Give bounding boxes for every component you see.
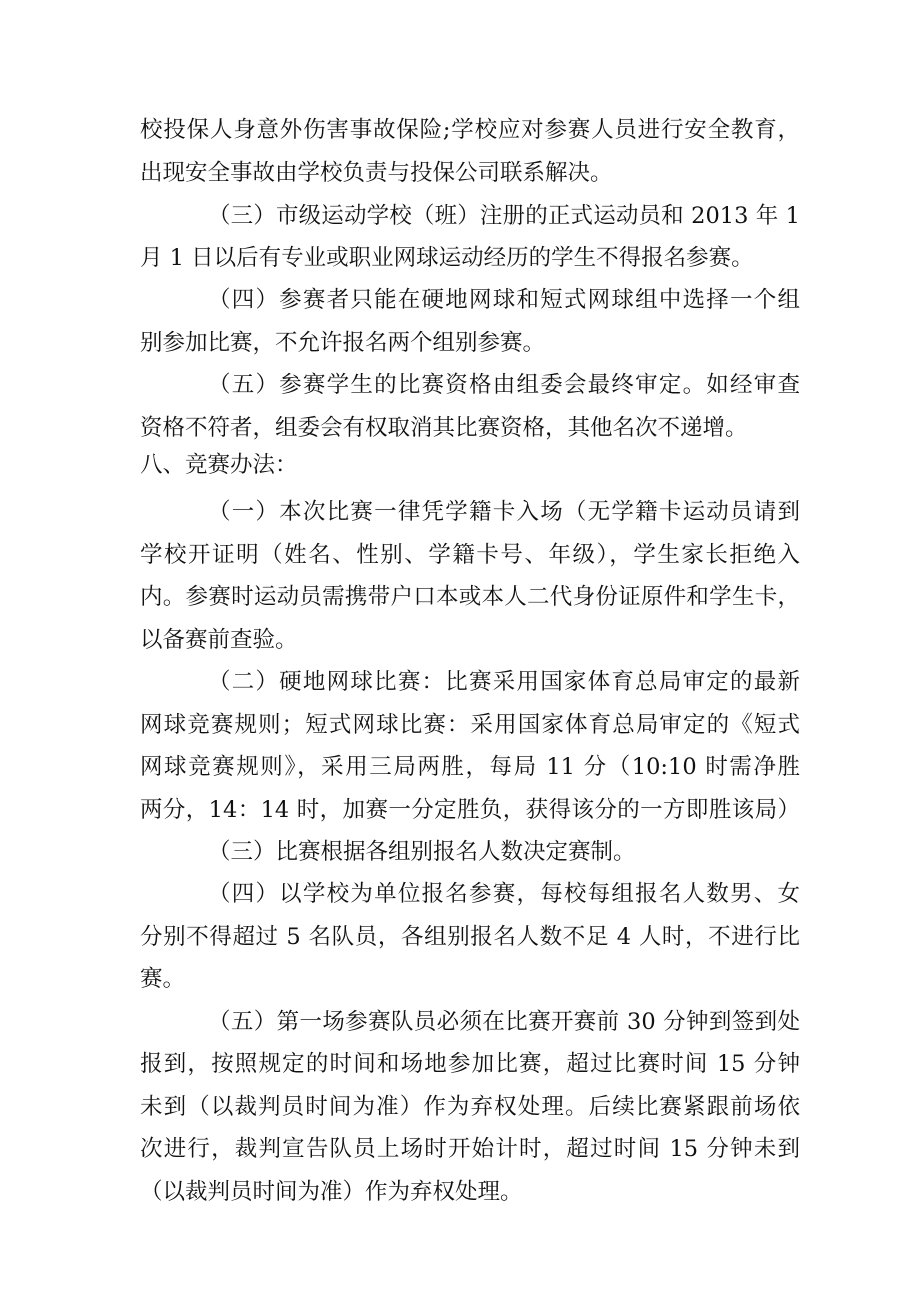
text-line: （四）以学校为单位报名参赛，每校每组报名人数男、女 (208, 881, 800, 907)
text-line: （三）比赛根据各组别报名人数决定赛制。 (208, 839, 636, 865)
text-line: 内。参赛时运动员需携带户口本或本人二代身份证原件和学生卡， (140, 584, 800, 610)
text-line: 月 1 日以后有专业或职业网球运动经历的学生不得报名参赛。 (140, 245, 754, 271)
section-heading: 八、竞赛办法： (140, 452, 298, 478)
text-line: 别参加比赛，不允许报名两个组别参赛。 (140, 330, 546, 356)
text-line: 学校开证明（姓名、性别、学籍卡号、年级），学生家长拒绝入 (140, 542, 800, 568)
text-line: （四）参赛者只能在硬地网球和短式网球组中选择一个组 (208, 287, 800, 313)
text-line: 分别不得超过 5 名队员，各组别报名人数不足 4 人时，不进行比 (140, 924, 800, 950)
text-line: （一）本次比赛一律凭学籍卡入场（无学籍卡运动员请到 (208, 499, 800, 525)
text-line: （五）第一场参赛队员必须在比赛开赛前 30 分钟到签到处 (208, 1009, 800, 1035)
text-line: 两分，14：14 时，加赛一分定胜负，获得该分的一方即胜该局） (140, 797, 800, 823)
text-line: 出现安全事故由学校负责与投保公司联系解决。 (140, 160, 613, 186)
text-line: 未到（以裁判员时间为准）作为弃权处理。后续比赛紧跟前场依 (140, 1094, 800, 1120)
text-line: 报到，按照规定的时间和场地参加比赛，超过比赛时间 15 分钟 (140, 1051, 800, 1077)
text-line: 赛。 (140, 966, 186, 992)
text-line: 网球竞赛规则》，采用三局两胜，每局 11 分（10:10 时需净胜 (140, 754, 800, 780)
text-line: （五）参赛学生的比赛资格由组委会最终审定。如经审查 (208, 372, 800, 398)
text-line: 以备赛前查验。 (140, 627, 298, 653)
text-line: 校投保人身意外伤害事故保险;学校应对参赛人员进行安全教育， (140, 117, 800, 143)
text-line: 网球竞赛规则；短式网球比赛：采用国家体育总局审定的《短式 (140, 712, 800, 738)
text-line: （三）市级运动学校（班）注册的正式运动员和 2013 年 1 (208, 203, 800, 229)
text-line: （以裁判员时间为准）作为弃权处理。 (140, 1179, 523, 1205)
text-line: （二）硬地网球比赛：比赛采用国家体育总局审定的最新 (208, 669, 800, 695)
text-line: 资格不符者，组委会有权取消其比赛资格，其他名次不递增。 (140, 415, 748, 441)
text-line: 次进行，裁判宣告队员上场时开始计时，超过时间 15 分钟未到 (140, 1136, 800, 1162)
